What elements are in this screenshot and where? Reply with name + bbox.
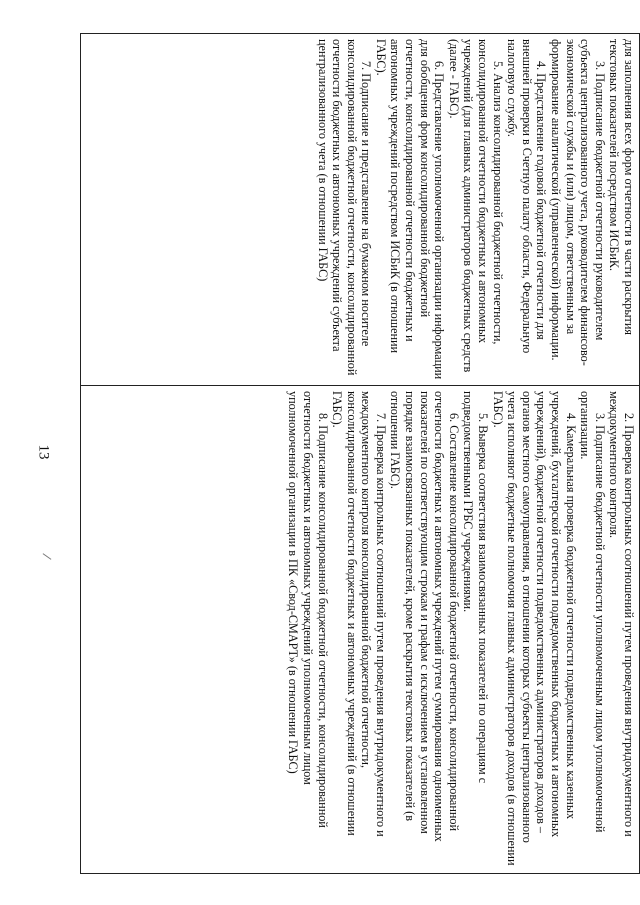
right-paragraph: 6. Составление консолидированной бюджетной отчетности, консолидированной отчетности бюджетных и автономных учреждений путем суммирования одноименных показателей по соответствующим строкам и графам с исключением в установленном порядке взаимосвязанных показателей, кроме раскрытия текстовых показателей (в отношении ГАБС). bbox=[388, 391, 461, 842]
table-frame bbox=[80, 33, 640, 873]
left-paragraph: 6. Представление уполномоченной организации информации для обобщения форм консолидированной бюджетной отчетности, консолидированной отчетности бюджетных и автономных учреждений посредством ИСБиК (в отношении ГАБС). bbox=[373, 39, 447, 380]
left-cell bbox=[81, 34, 640, 386]
right-paragraph: 8. Подписание консолидированной бюджетной отчетности, консолидированной отчетности бюджетных и автономных учреждений уполномоченным лицом уполномоченной организации в ПК «Свод-СМАРТ» (в отношении ГАБС) bbox=[286, 391, 330, 828]
right-paragraph: 3. Подписание бюджетной отчетности уполномоченным лицом уполномоченной организации. bbox=[578, 391, 607, 833]
scan-mark bbox=[43, 553, 52, 560]
table-row bbox=[81, 34, 640, 874]
right-cell bbox=[81, 386, 640, 874]
page-number: 13 bbox=[35, 444, 52, 460]
left-paragraph: 4. Представление годовой бюджетной отчетности для внешней проверки в Счетную палату области, Федеральную налоговую службу. bbox=[505, 39, 549, 354]
left-paragraph: 3. Подписание бюджетной отчетности руководителем субъекта централизованного учета, руководителем финансово-экономической службы и (или) лицом, ответственным за формирование аналитической (управленческой) информации. bbox=[549, 39, 607, 366]
right-paragraph: 2. Проверка контрольных соотношений путем проведения внутридокументного и междокументного контроля. bbox=[607, 391, 636, 837]
right-paragraph: 7. Проверка контрольных соотношений путем проведения внутридокументного и междокументного контроля консолидированной бюджетной отчетности, консолидированной отчетности бюджетных и автономных учреждений (в отношении ГАБС). bbox=[330, 391, 388, 837]
rotated-table-wrapper bbox=[80, 33, 640, 873]
left-paragraph: 7. Подписание и представление на бумажном носителе консолидированной бюджетной отчетности, консолидированной отчетности бюджетных и автономных учреждений субъекта централизованного учета (в отношении ГАБС) bbox=[315, 39, 374, 376]
responsibility-table bbox=[80, 33, 640, 874]
left-paragraph: для заполнения всех форм отчетности в части раскрытия текстовых показателей посредством ИСБиК. bbox=[607, 39, 636, 336]
left-paragraph: 5. Анализ консолидированной бюджетной отчетности, консолидированной отчетности бюджетных и автономных учреждений (для главных администраторов бюджетных средств (далее - ГАБС). bbox=[446, 39, 505, 373]
right-paragraph: 5. Выверка соответствия взаимосвязанных показателей по операциям с подведомственными ГРБС учреждениями. bbox=[461, 391, 491, 784]
right-paragraph: 4. Камеральная проверка бюджетной отчетности подведомственных казенных учреждений, бухгалтерской отчетности подведомственных бюджетных и автономных учреждений), бюджетной отчетности подведомственных администраторов доходов – органов местного самоуправления, в отношении которых субъекты централизованного учета исполняют бюджетные полномочия главных администраторов доходов (в отношении ГАБС). bbox=[490, 391, 578, 866]
